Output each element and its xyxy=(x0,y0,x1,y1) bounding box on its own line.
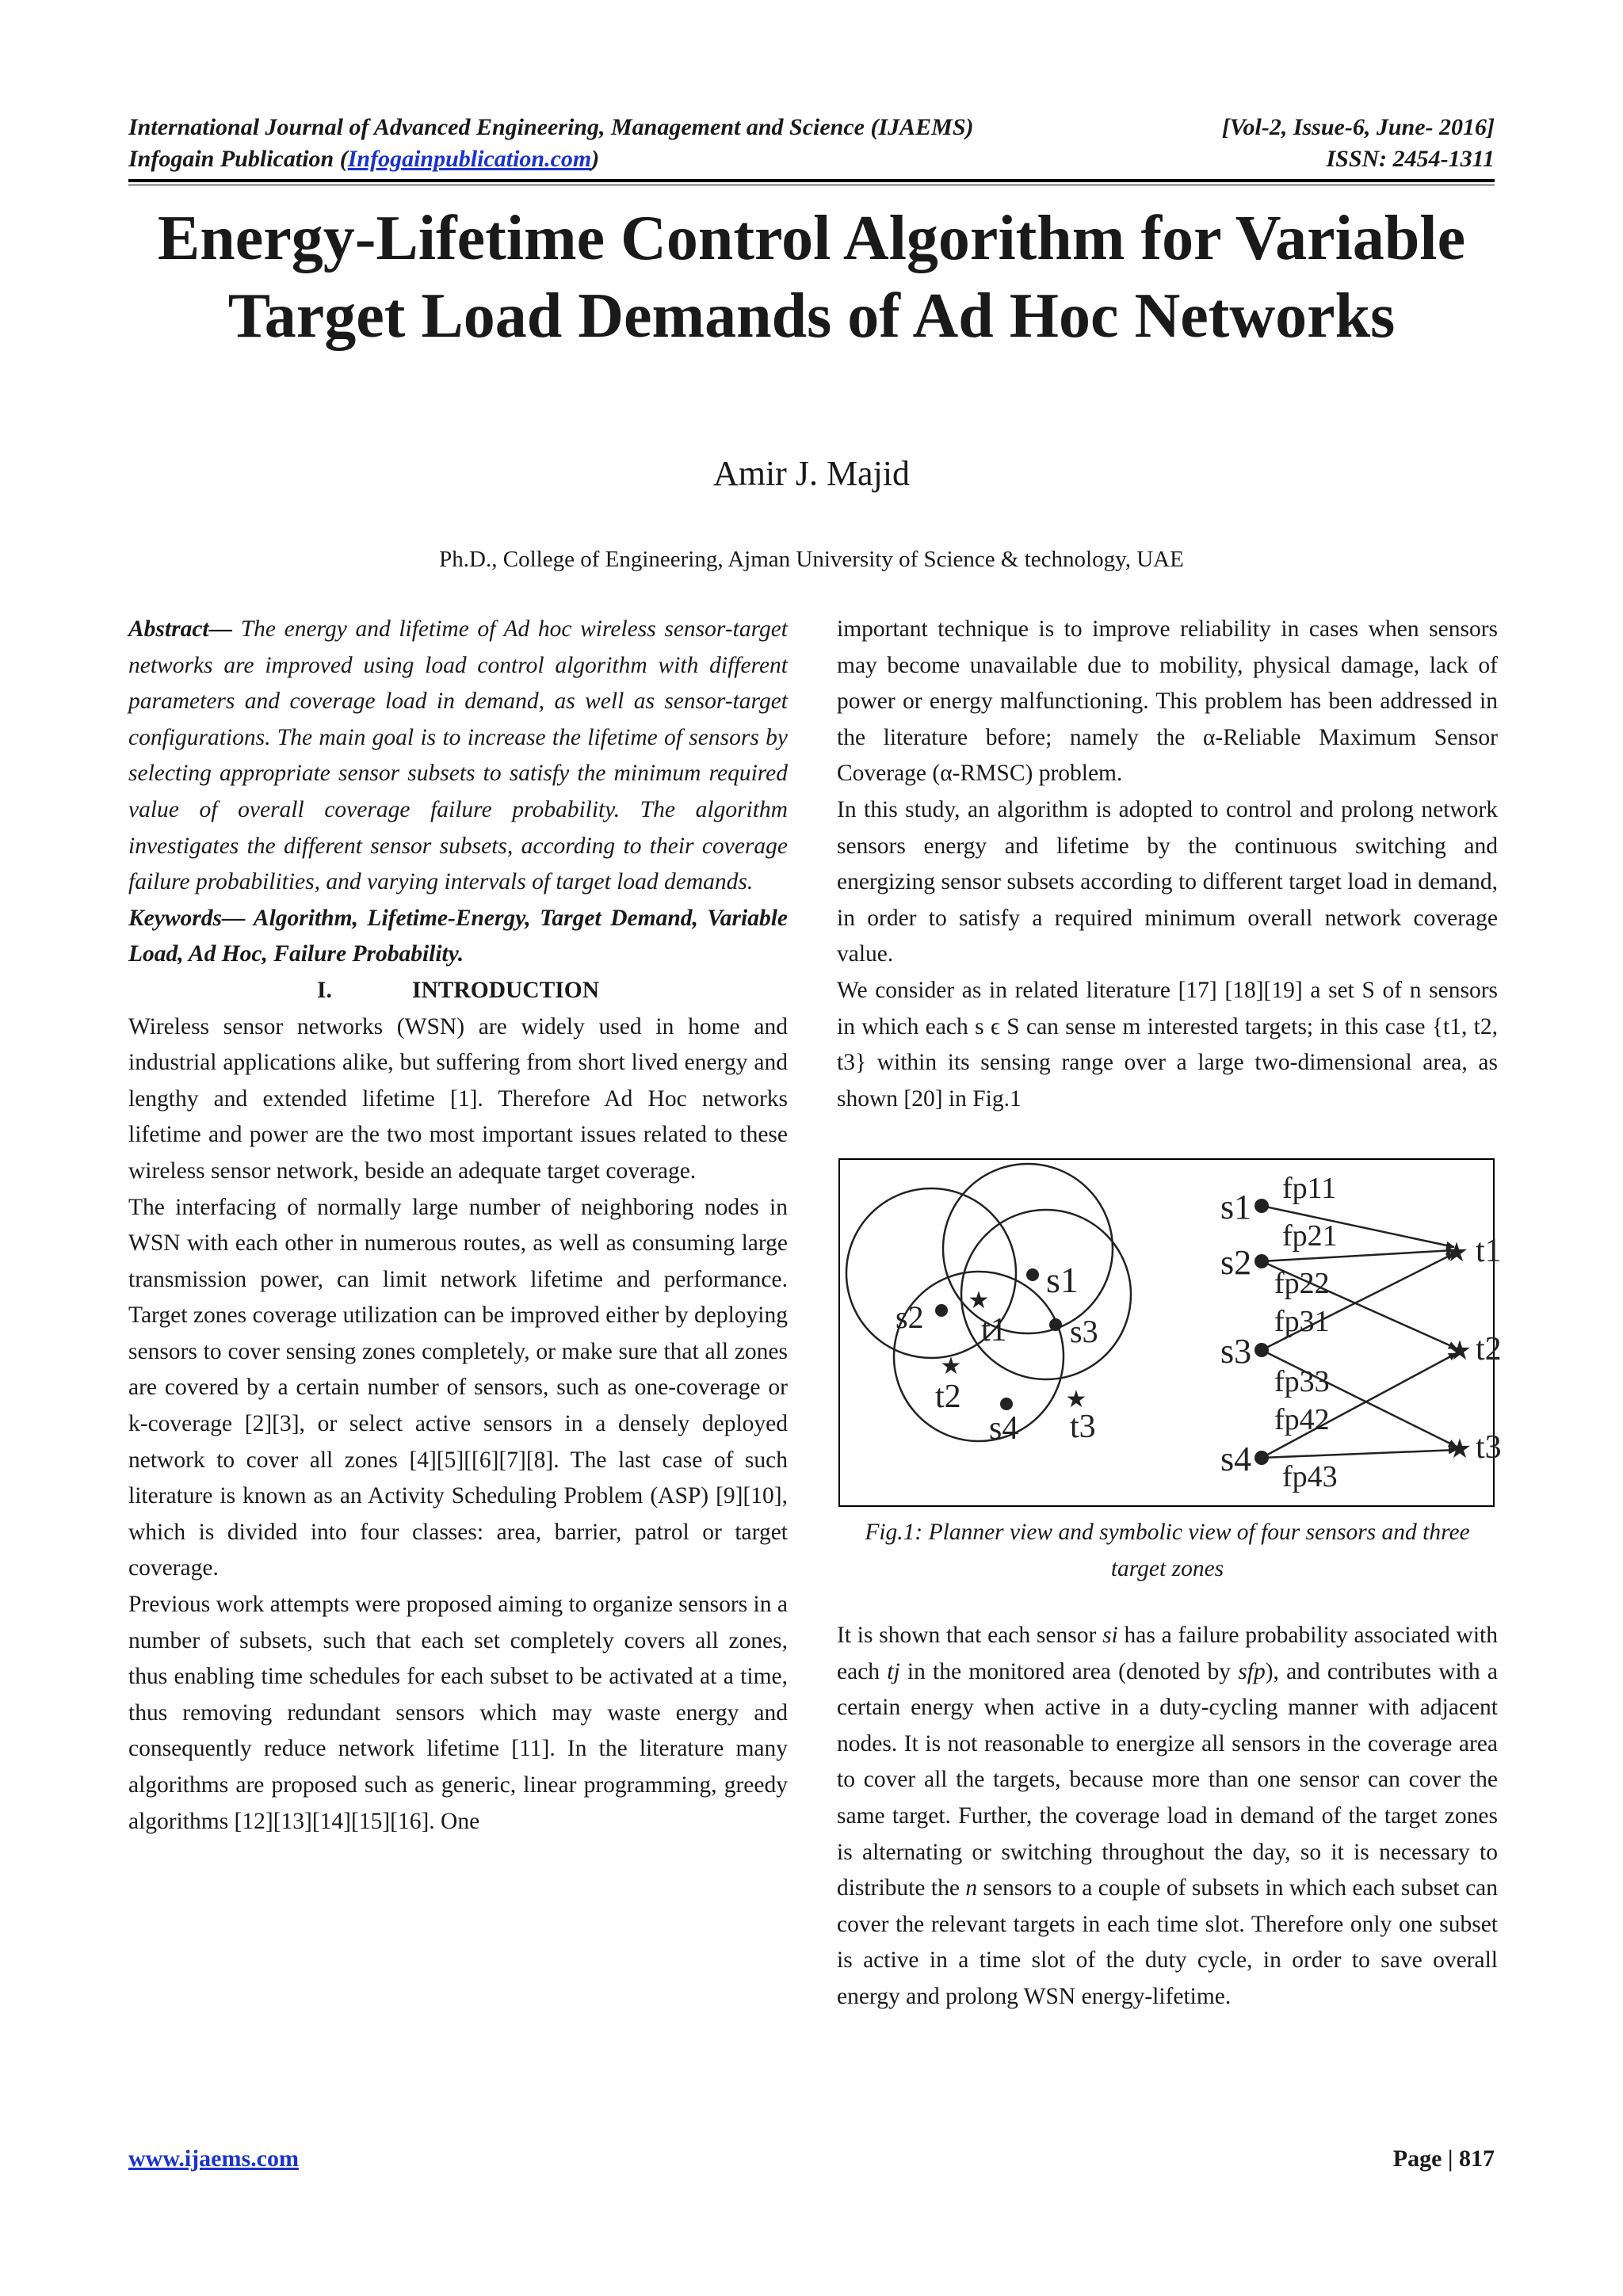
edge-label-fp11: fp11 xyxy=(1282,1172,1337,1205)
planar-sensor-s1-dot xyxy=(1026,1268,1039,1281)
publisher-link[interactable]: Infogainpublication.com xyxy=(347,146,592,172)
symbolic-sensor-s4-dot xyxy=(1254,1451,1269,1465)
planar-target-t2-star: ★ xyxy=(940,1353,962,1379)
edge-label-fp31: fp31 xyxy=(1274,1305,1330,1338)
figure-1 xyxy=(838,1158,1502,1507)
edge-label-fp33: fp33 xyxy=(1274,1365,1330,1398)
section-number: I. xyxy=(316,977,332,1003)
planar-target-t2-label: t2 xyxy=(935,1379,961,1415)
volume-info: [Vol-2, Issue-6, June- 2016] xyxy=(1221,114,1495,140)
symbolic-target-t3-star: ★ xyxy=(1447,1435,1472,1464)
author-affiliation: Ph.D., College of Engineering, Ajman University of Science & technology, UAE xyxy=(439,547,1184,572)
planar-sensor-s3-label: s3 xyxy=(1070,1314,1098,1349)
left-column xyxy=(128,612,788,1840)
symbolic-sensor-s3-label: s3 xyxy=(1220,1332,1252,1371)
symbolic-sensor-s1-label: s1 xyxy=(1220,1188,1252,1226)
right-column xyxy=(837,612,1498,1117)
edge-label-fp21: fp21 xyxy=(1282,1219,1338,1253)
symbolic-sensor-s3-dot xyxy=(1254,1343,1269,1357)
figure-1-caption: Fig.1: Planner view and symbolic view of four sensors and three target zones xyxy=(865,1520,1470,1581)
symbolic-target-t2-label: t2 xyxy=(1476,1331,1502,1367)
planar-sensor-s4-dot xyxy=(1000,1398,1013,1410)
symbol-n: n xyxy=(965,1875,978,1901)
planar-sensor-s2-label: s2 xyxy=(896,1299,924,1335)
symbolic-sensor-s2-label: s2 xyxy=(1220,1243,1252,1282)
author-name: Amir J. Majid xyxy=(712,454,911,493)
symbolic-target-t1-label: t1 xyxy=(1476,1233,1502,1269)
running-header-line1 xyxy=(128,113,1495,143)
symbolic-target-t2-star: ★ xyxy=(1447,1337,1472,1366)
journal-website-link[interactable]: www.ijaems.com xyxy=(128,2145,299,2172)
text-run: in the monitored area (denoted by xyxy=(899,1658,1239,1684)
edge-label-fp42: fp42 xyxy=(1274,1403,1330,1436)
keywords: Keywords— Algorithm, Lifetime-Energy, Target Demand, Variable Load, Ad Hoc, Failure Probability. xyxy=(128,905,788,967)
page-number: Page | 817 xyxy=(1392,2145,1495,2172)
figure-1-diagram xyxy=(840,1160,1502,1505)
symbol-tj: tj xyxy=(887,1658,900,1684)
edge-fp43 xyxy=(1262,1450,1457,1458)
paragraph: Wireless sensor networks (WSN) are widely used in home and industrial applications alike, but suffering from short lived energy and lengthy and extended lifetime [1]. Therefore Ad Hoc networks lifetime and power are the two most important issues related to these wireless sensor network, beside an adequate target coverage. xyxy=(128,1013,788,1184)
header-rule-thick xyxy=(128,179,1495,182)
symbolic-target-t3-label: t3 xyxy=(1476,1429,1502,1466)
section-heading-introduction xyxy=(128,973,788,1009)
symbol-si: si xyxy=(1102,1623,1118,1648)
symbol-sfp: sfp xyxy=(1238,1658,1266,1684)
planar-sensor-s2-dot xyxy=(935,1304,948,1317)
text-run: sensors to a couple of subsets in which each subset can cover the relevant targets in each time slot. Therefore only one subset is active in a time slot of the duty cycle, in order to save overall energy and prolong WSN energy-lifetime. xyxy=(837,1875,1499,2009)
symbolic-sensor-s2-dot xyxy=(1254,1254,1269,1268)
paragraph: We consider as in related literature [17] [18][19] a set S of n sensors in which each s ϵ S can sense m interested targets; in this case {t1, t2, t3} within its sensing range over a large two-dimensional area, as shown [20] in Fig.1 xyxy=(837,977,1498,1112)
abstract-label: Abstract— xyxy=(128,616,233,642)
symbolic-target-t1-star: ★ xyxy=(1444,1238,1469,1268)
symbolic-sensor-s4-label: s4 xyxy=(1220,1440,1252,1478)
page-footer xyxy=(128,2144,1495,2174)
journal-name: International Journal of Advanced Engineering, Management and Science (IJAEMS) xyxy=(128,114,974,140)
section-title: INTRODUCTION xyxy=(411,977,600,1003)
paragraph: Previous work attempts were proposed aiming to organize sensors in a number of subsets, such that each set completely covers all zones, thus enabling time schedules for each subset to be activated at a time, thus removing redundant sensors which may waste energy and consequently reduce network lifetime [11]. In the literature many algorithms are proposed such as generic, linear programming, greedy algorithms [12][13][14][15][16]. One xyxy=(128,1592,788,1834)
abstract xyxy=(128,612,788,901)
planar-target-t1-star: ★ xyxy=(968,1287,990,1314)
right-column-continued xyxy=(837,1618,1498,2016)
text-run: It is shown that each sensor xyxy=(837,1623,1103,1648)
text-run: has a failure probability associated with each xyxy=(837,1623,1498,1684)
text-run: ), and contributes with a certain energy when active in a duty-cycling manner with adjacent nodes. It is not reasonable to energize all sensors in the coverage area to cover all the targets, because more than one sensor can cover the same target. Further, the coverage load in demand of the target zones is alternating or switching throughout the day, so it is necessary to distribute the xyxy=(837,1658,1498,1901)
planar-target-t3-star: ★ xyxy=(1065,1386,1087,1413)
issn: ISSN: 2454-1311 xyxy=(1326,146,1495,172)
edge-label-fp22: fp22 xyxy=(1274,1267,1330,1300)
planar-target-t1-label: t1 xyxy=(981,1312,1007,1348)
paragraph xyxy=(837,1618,1498,2016)
paragraph: In this study, an algorithm is adopted to control and prolong network sensors energy and lifetime by the continuous switching and energizing sensor subsets according to different target load in demand, in order to satisfy a required minimum overall network coverage value. xyxy=(837,796,1498,967)
publisher-suffix: ) xyxy=(591,146,600,172)
paragraph: important technique is to improve reliability in cases when sensors may become unavailable due to mobility, physical damage, lack of power or energy malfunctioning. This problem has been addressed in the literature before; namely the α-Reliable Maximum Sensor Coverage (α-RMSC) problem. xyxy=(837,616,1498,787)
publisher-prefix: Infogain Publication ( xyxy=(128,146,348,172)
paper-title: Energy-Lifetime Control Algorithm for Variable Target Load Demands of Ad Hoc Networks xyxy=(157,204,1466,351)
symbolic-sensor-s1-dot xyxy=(1254,1199,1269,1213)
planar-sensor-s1-label: s1 xyxy=(1046,1260,1079,1300)
planar-target-t3-label: t3 xyxy=(1070,1409,1096,1445)
planar-sensor-s3-dot xyxy=(1049,1318,1062,1331)
abstract-text: The energy and lifetime of Ad hoc wireless sensor-target networks are improved using load control algorithm with different parameters and coverage load in demand, as well as sensor-target configurations. The main goal is to increase the lifetime of sensors by selecting appropriate sensor subsets to satisfy the minimum required value of overall coverage failure probability. The algorithm investigates the different sensor subsets, according to their coverage failure probabilities, and varying intervals of target load demands. xyxy=(128,616,788,895)
edge-label-fp43: fp43 xyxy=(1282,1460,1338,1493)
paragraph: The interfacing of normally large number of neighboring nodes in WSN with each other in numerous routes, as well as consuming large transmission power, can limit network lifetime and performance. Target zones coverage utilization can be improved either by deploying sensors to cover sensing zones completely, or make sure that all zones are covered by a certain number of sensors, such as one-coverage or k-coverage [2][3], or select active sensors in a densely deployed network to cover all zones [4][5][[6][7][8]. The last case of such literature is known as an Activity Scheduling Problem (ASP) [9][10], which is divided into four classes: area, barrier, patrol or target coverage. xyxy=(128,1194,788,1581)
planar-sensor-s4-label: s4 xyxy=(989,1410,1019,1447)
running-header-line2 xyxy=(128,144,1495,174)
